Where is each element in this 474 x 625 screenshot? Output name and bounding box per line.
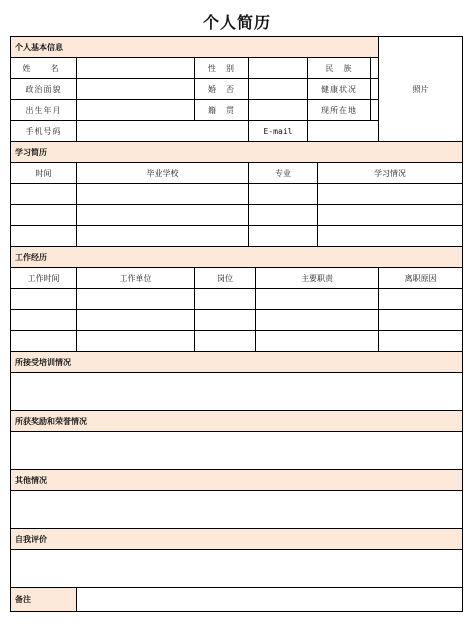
work-cell[interactable] [77, 289, 195, 310]
field-name[interactable] [77, 58, 195, 79]
study-header-status: 学习情况 [318, 163, 463, 184]
study-header-school: 毕业学校 [77, 163, 249, 184]
work-cell[interactable] [195, 331, 256, 352]
study-cell[interactable] [318, 226, 463, 247]
study-cell[interactable] [249, 184, 318, 205]
work-cell[interactable] [379, 331, 463, 352]
work-cell[interactable] [256, 289, 379, 310]
work-cell[interactable] [256, 331, 379, 352]
work-header-company: 工作单位 [77, 268, 195, 289]
training-content[interactable] [11, 373, 463, 411]
study-header-time: 时间 [11, 163, 77, 184]
work-cell[interactable] [379, 310, 463, 331]
remarks-content[interactable] [77, 588, 463, 612]
label-origin: 籍 贯 [195, 100, 249, 121]
photo-label: 照片 [412, 84, 429, 94]
work-cell[interactable] [195, 289, 256, 310]
label-residence: 现所在地 [308, 100, 371, 121]
field-ethnicity[interactable] [371, 58, 379, 79]
work-cell[interactable] [11, 331, 77, 352]
work-header-duties: 主要职责 [256, 268, 379, 289]
self-evaluation-content[interactable] [11, 550, 463, 588]
resume-form [10, 36, 462, 612]
field-marital[interactable] [249, 79, 308, 100]
label-name: 姓 名 [11, 58, 77, 79]
field-origin[interactable] [249, 100, 308, 121]
field-gender[interactable] [249, 58, 308, 79]
work-cell[interactable] [195, 310, 256, 331]
label-email: E-mail [249, 121, 308, 142]
study-cell[interactable] [249, 226, 318, 247]
remarks-label: 备注 [11, 588, 77, 612]
field-birth[interactable] [77, 100, 195, 121]
work-row [11, 289, 463, 310]
field-political[interactable] [77, 79, 195, 100]
work-cell[interactable] [77, 331, 195, 352]
work-row [11, 310, 463, 331]
label-marital: 婚 否 [195, 79, 249, 100]
other-content[interactable] [11, 491, 463, 529]
study-cell[interactable] [11, 205, 77, 226]
study-cell[interactable] [318, 184, 463, 205]
label-birth: 出生年月 [11, 100, 77, 121]
study-cell[interactable] [11, 184, 77, 205]
study-cell[interactable] [77, 184, 249, 205]
field-residence[interactable] [371, 100, 379, 121]
work-cell[interactable] [379, 289, 463, 310]
work-header-position: 岗位 [195, 268, 256, 289]
section-other: 其他情况 [11, 470, 463, 491]
work-row [11, 331, 463, 352]
field-health[interactable] [371, 79, 379, 100]
work-cell[interactable] [77, 310, 195, 331]
work-cell[interactable] [11, 289, 77, 310]
study-row [11, 184, 463, 205]
study-cell[interactable] [11, 226, 77, 247]
label-political: 政治面貌 [11, 79, 77, 100]
field-email[interactable] [308, 121, 379, 142]
work-header-time: 工作时间 [11, 268, 77, 289]
study-cell[interactable] [249, 205, 318, 226]
work-header-leave-reason: 离职原因 [379, 268, 463, 289]
study-row [11, 226, 463, 247]
section-basic-info: 个人基本信息 [11, 37, 379, 58]
field-phone[interactable] [77, 121, 249, 142]
label-ethnicity: 民 族 [308, 58, 371, 79]
label-phone: 手机号码 [11, 121, 77, 142]
section-study: 学习简历 [11, 142, 463, 163]
study-row [11, 205, 463, 226]
label-health: 健康状况 [308, 79, 371, 100]
section-training: 所接受培训情况 [11, 352, 463, 373]
section-awards: 所获奖励和荣誉情况 [11, 411, 463, 432]
section-work: 工作经历 [11, 247, 463, 268]
section-self-evaluation: 自我评价 [11, 529, 463, 550]
label-gender: 性 别 [195, 58, 249, 79]
awards-content[interactable] [11, 432, 463, 470]
study-header-major: 专业 [249, 163, 318, 184]
study-cell[interactable] [318, 205, 463, 226]
work-cell[interactable] [11, 310, 77, 331]
page-title: 个人简历 [202, 13, 271, 32]
photo-cell[interactable] [379, 37, 463, 142]
resume-table [10, 36, 463, 612]
study-cell[interactable] [77, 226, 249, 247]
work-cell[interactable] [256, 310, 379, 331]
study-cell[interactable] [77, 205, 249, 226]
